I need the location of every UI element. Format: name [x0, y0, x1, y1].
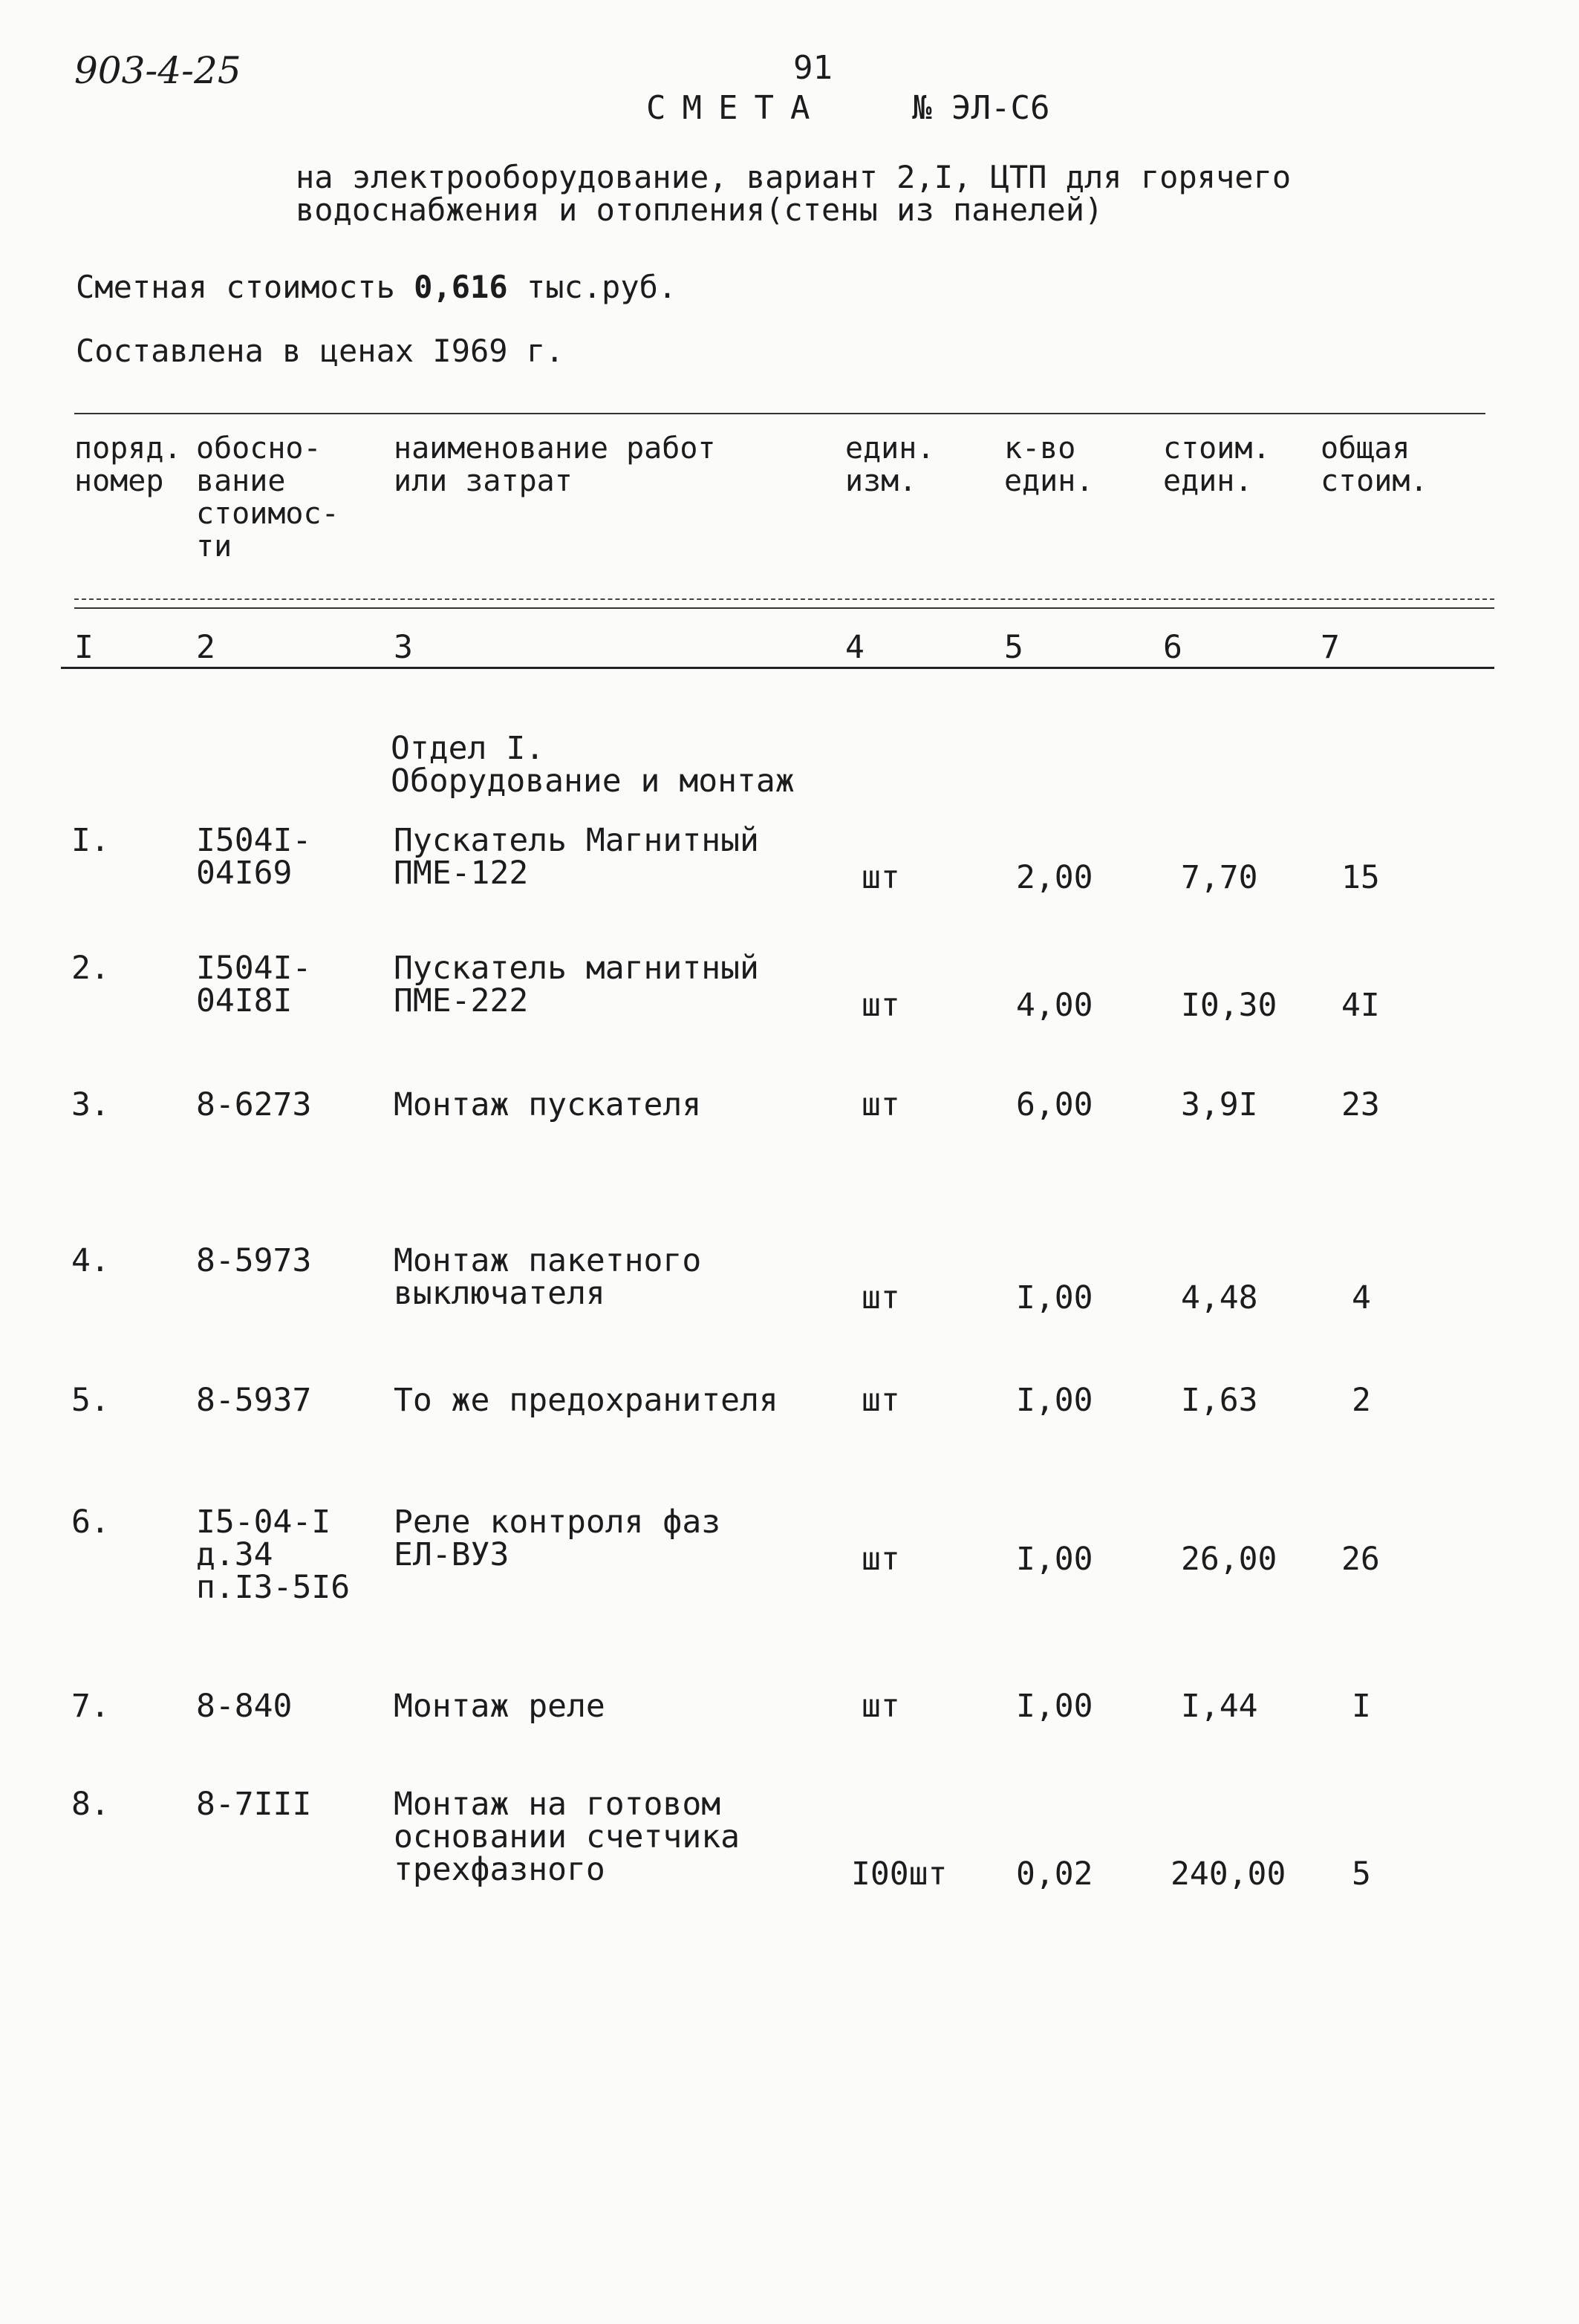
row-unit-price: I,44 — [1181, 1688, 1258, 1725]
column-number-1: I — [74, 629, 94, 666]
row-name-line: выключателя — [394, 1275, 605, 1312]
column-header-5-line-1: к-во — [1004, 431, 1076, 466]
column-header-6-line-1: стоим. — [1163, 431, 1271, 466]
row-code-line: 8-5973 — [196, 1242, 312, 1279]
row-quantity: 2,00 — [1016, 859, 1093, 896]
row-unit-price: I0,30 — [1181, 987, 1277, 1024]
row-unit: шт — [862, 987, 900, 1024]
header-bottom-rule-1 — [74, 598, 1494, 600]
row-quantity: I,00 — [1016, 1382, 1093, 1419]
section-subtitle: Оборудование и монтаж — [391, 763, 795, 800]
row-name-line: Монтаж на готовом — [394, 1786, 721, 1823]
row-unit-price: 7,70 — [1181, 859, 1258, 896]
row-unit: шт — [862, 1688, 900, 1725]
row-total: 26 — [1341, 1541, 1380, 1578]
row-code-line: п.I3-5I6 — [196, 1569, 351, 1606]
column-number-4: 4 — [845, 629, 865, 666]
column-header-2-line-2: вание — [196, 464, 286, 498]
row-unit: шт — [862, 1541, 900, 1578]
column-header-3-line-2: или затрат — [394, 464, 573, 498]
section-title: Отдел I. — [391, 730, 545, 767]
row-name-line: ПМЕ-222 — [394, 982, 529, 1019]
row-unit-price: 240,00 — [1171, 1855, 1286, 1893]
column-header-6-line-2: един. — [1163, 464, 1253, 498]
column-header-7-line-1: общая — [1321, 431, 1410, 466]
row-number: 5. — [71, 1382, 110, 1419]
row-name-line: Монтаж пускателя — [394, 1086, 702, 1123]
estimated-cost-label: Сметная стоимость — [76, 269, 395, 305]
column-number-5: 5 — [1004, 629, 1023, 666]
row-name-line: Пускатель магнитный — [394, 950, 759, 987]
document-subtitle-line2: водоснабжения и отопления(стены из панелей) — [296, 192, 1104, 228]
row-code-line: 04I8I — [196, 982, 293, 1019]
row-total: 15 — [1341, 859, 1380, 896]
estimated-cost — [76, 269, 677, 305]
row-name-line: Пускатель Магнитный — [394, 822, 759, 859]
estimated-cost-unit: тыс.руб. — [526, 269, 677, 305]
row-unit-price: 4,48 — [1181, 1279, 1258, 1316]
row-code-line: I504I- — [196, 950, 312, 987]
row-name-line: Реле контроля фаз — [394, 1504, 721, 1541]
document-number: № ЭЛ-С6 — [912, 89, 1050, 127]
page-number: 91 — [793, 49, 833, 87]
column-header-1-line-1: поряд. — [74, 431, 182, 466]
row-total: 23 — [1341, 1086, 1380, 1123]
column-header-3-line-1: наименование работ — [394, 431, 716, 466]
row-quantity: 4,00 — [1016, 987, 1093, 1024]
row-total: I — [1352, 1688, 1371, 1725]
document-code: 903-4-25 — [74, 49, 241, 92]
column-number-7: 7 — [1321, 629, 1340, 666]
column-header-2-line-4: ти — [196, 529, 232, 564]
row-quantity: I,00 — [1016, 1541, 1093, 1578]
row-number: 6. — [71, 1504, 110, 1541]
row-total: 4I — [1341, 987, 1380, 1024]
row-number: 2. — [71, 950, 110, 987]
document-title: СМЕТА — [646, 89, 827, 127]
row-name-line: ЕЛ-ВУЗ — [394, 1536, 509, 1573]
row-number: 3. — [71, 1086, 110, 1123]
row-unit: шт — [862, 1279, 900, 1316]
column-number-2: 2 — [196, 629, 215, 666]
estimated-cost-value: 0,616 — [414, 269, 508, 305]
row-code-line: I5-04-I — [196, 1504, 331, 1541]
row-quantity: 6,00 — [1016, 1086, 1093, 1123]
column-header-1-line-2: номер — [74, 464, 164, 498]
row-code-line: 8-7III — [196, 1786, 312, 1823]
column-number-3: 3 — [394, 629, 413, 666]
table-top-rule — [74, 413, 1485, 414]
column-number-6: 6 — [1163, 629, 1182, 666]
document-subtitle-line1: на электрооборудование, вариант 2,I, ЦТП для горячего — [296, 159, 1292, 195]
row-total: 5 — [1352, 1855, 1371, 1893]
row-name-line: трехфазного — [394, 1851, 605, 1888]
column-header-7-line-2: стоим. — [1321, 464, 1428, 498]
column-header-4-line-1: един. — [845, 431, 935, 466]
row-name-line: Монтаж пакетного — [394, 1242, 702, 1279]
row-quantity: I,00 — [1016, 1688, 1093, 1725]
row-code-line: д.34 — [196, 1536, 273, 1573]
row-quantity: 0,02 — [1016, 1855, 1093, 1893]
column-header-2-line-3: стоимос- — [196, 497, 339, 531]
price-basis: Составлена в ценах I969 г. — [76, 333, 564, 369]
row-quantity: I,00 — [1016, 1279, 1093, 1316]
row-name-line: основании счетчика — [394, 1818, 740, 1855]
row-number: I. — [71, 822, 110, 859]
row-unit: шт — [862, 1382, 900, 1419]
row-unit: I00шт — [851, 1855, 948, 1893]
row-number: 7. — [71, 1688, 110, 1725]
row-unit-price: 26,00 — [1181, 1541, 1277, 1578]
row-unit-price: 3,9I — [1181, 1086, 1258, 1123]
row-code-line: 8-6273 — [196, 1086, 312, 1123]
row-total: 4 — [1352, 1279, 1371, 1316]
header-bottom-rule-2 — [74, 607, 1494, 609]
row-name-line: ПМЕ-122 — [394, 855, 529, 892]
row-unit: шт — [862, 1086, 900, 1123]
row-number: 4. — [71, 1242, 110, 1279]
column-header-4-line-2: изм. — [845, 464, 917, 498]
row-code-line: 8-5937 — [196, 1382, 312, 1419]
column-numbers-rule — [61, 667, 1494, 669]
column-header-5-line-2: един. — [1004, 464, 1094, 498]
row-name-line: То же предохранителя — [394, 1382, 778, 1419]
row-code-line: 04I69 — [196, 855, 293, 892]
row-number: 8. — [71, 1786, 110, 1823]
row-unit-price: I,63 — [1181, 1382, 1258, 1419]
row-code-line: 8-840 — [196, 1688, 293, 1725]
column-header-2-line-1: обосно- — [196, 431, 322, 466]
row-code-line: I504I- — [196, 822, 312, 859]
row-name-line: Монтаж реле — [394, 1688, 605, 1725]
row-unit: шт — [862, 859, 900, 896]
row-total: 2 — [1352, 1382, 1371, 1419]
